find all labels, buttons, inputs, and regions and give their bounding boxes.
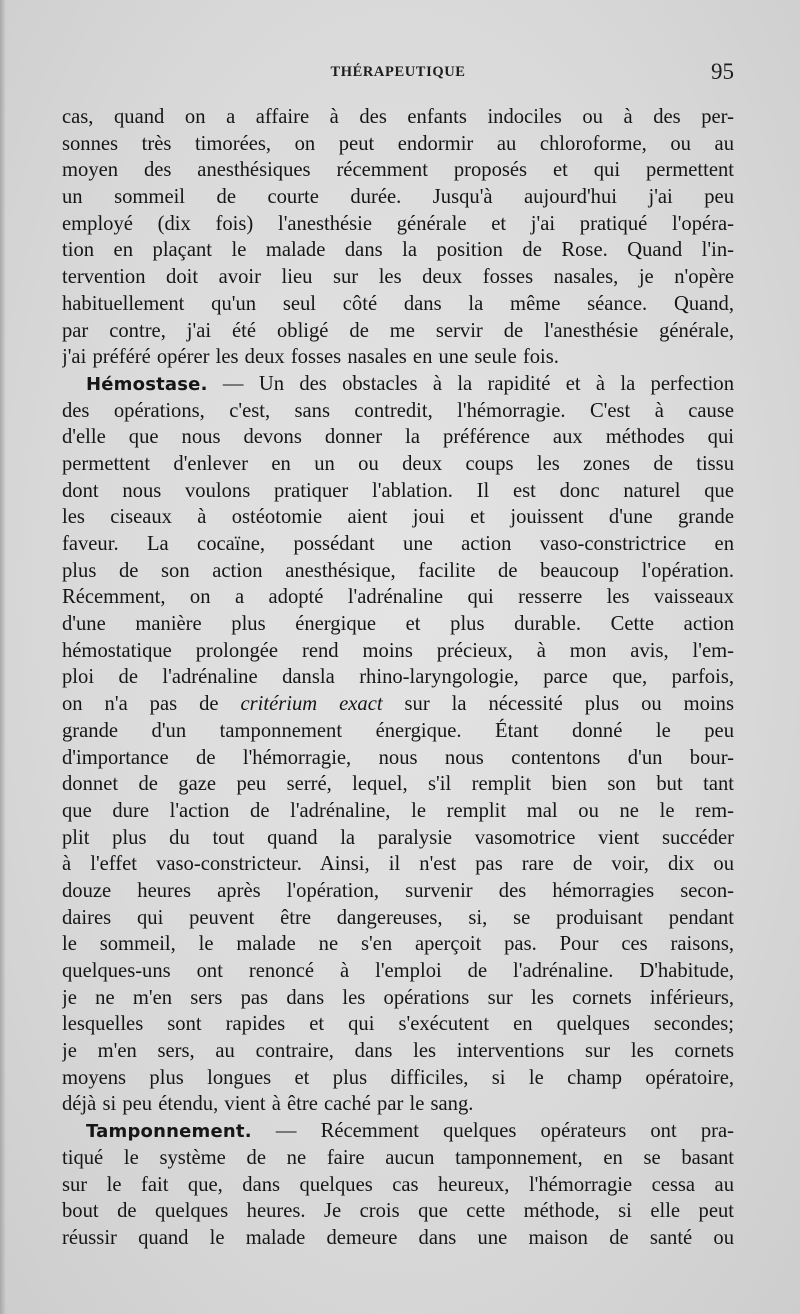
running-title: THÉRAPEUTIQUE xyxy=(330,64,466,80)
text-line: permettent d'enlever en un ou deux coups les zones de tissu xyxy=(62,452,734,475)
text-line: donnet de gaze peu serré, lequel, s'il remplit bien son but tant xyxy=(62,773,734,796)
text-line: d'importance de l'hémorragie, nous nous contentons d'un bour- xyxy=(62,746,734,769)
body-text xyxy=(62,104,734,1252)
text-line: daires qui peuvent être dangereuses, si, se produisant pendant xyxy=(62,906,734,929)
running-head xyxy=(62,60,734,86)
text-line: à l'effet vaso-constricteur. Ainsi, il n'est pas rare de voir, dix ou xyxy=(62,853,734,876)
text-line: déjà si peu étendu, vient à être caché par le sang. xyxy=(62,1093,474,1116)
text-line: Récemment, on a adopté l'adrénaline qui resserre les vaisseaux xyxy=(62,586,734,609)
lines-block xyxy=(62,1145,734,1252)
lines-block-a xyxy=(62,398,734,692)
section-heading-hemostase: Hémostase. xyxy=(86,373,208,395)
page-edge-shadow xyxy=(0,0,6,1314)
paragraph-tamponnement xyxy=(62,1118,734,1251)
text-line: lesquelles sont rapides et qui s'exécutent en quelques secondes; xyxy=(62,1013,734,1036)
text-line: par contre, j'ai été obligé de me servir de l'anesthésie générale, xyxy=(62,319,734,342)
text-line: grande d'un tamponnement énergique. Étant donné le peu xyxy=(62,719,734,742)
text-line: hémostatique prolongée rend moins précieux, à mon avis, l'em- xyxy=(62,639,734,662)
line-segment: sur la nécessité plus ou moins xyxy=(382,693,734,716)
text-line: réussir quand le malade demeure dans une maison de santé ou xyxy=(62,1226,734,1249)
text-line: moyens plus longues et plus difficiles, si le champ opératoire, xyxy=(62,1066,734,1089)
text-line: des opérations, c'est, sans contredit, l'hémorragie. C'est à cause xyxy=(62,399,734,422)
text-line: les ciseaux à ostéotomie aient joui et jouissent d'une grande xyxy=(62,506,734,529)
text-line: d'elle que nous devons donner la préférence aux méthodes qui xyxy=(62,426,734,449)
text-line: quelques-uns ont renoncé à l'emploi de l'adrénaline. D'habitude, xyxy=(62,960,734,982)
text-line: sonnes très timorées, on peut endormir au chloroforme, ou au xyxy=(62,132,734,155)
text-line: douze heures après l'opération, survenir des hémorragies secon- xyxy=(62,879,734,902)
text-line: dont nous voulons pratiquer l'ablation. Il est donc naturel que xyxy=(62,479,734,502)
text-line: moyen des anesthésiques récemment proposés et qui permettent xyxy=(62,159,734,182)
text-line xyxy=(62,1118,734,1145)
text-line: un sommeil de courte durée. Jusqu'à aujourd'hui j'ai peu xyxy=(62,186,734,209)
lines-block-b xyxy=(62,718,734,1118)
text-line: habituellement qu'un seul côté dans la même séance. Quand, xyxy=(62,292,734,315)
text-line: faveur. La cocaïne, possédant une action vaso-constrictrice en xyxy=(62,533,734,555)
text-line: je ne m'en sers pas dans les opérations sur les cornets inférieurs, xyxy=(62,986,734,1009)
text-line: j'ai préféré opérer les deux fosses nasales en une seule fois. xyxy=(62,346,559,369)
text-line: cas, quand on a affaire à des enfants indociles ou à des per- xyxy=(62,106,734,128)
text-line xyxy=(62,691,734,718)
text-line: le sommeil, le malade ne s'en aperçoit pas. Pour ces raisons, xyxy=(62,933,734,956)
text-line: tiqué le système de ne faire aucun tamponnement, en se basant xyxy=(62,1146,734,1169)
heading-line-rest: — Récemment quelques opérateurs ont pra- xyxy=(251,1120,734,1143)
text-line: plus de son action anesthésique, facilite de beaucoup l'opération. xyxy=(62,559,734,582)
text-line xyxy=(62,371,734,398)
paragraph-hemostase xyxy=(62,371,734,1118)
text-line: que dure l'action de l'adrénaline, le remplit mal ou ne le rem- xyxy=(62,799,734,822)
line-segment: on n'a pas de xyxy=(62,693,241,716)
text-line: je m'en sers, au contraire, dans les interventions sur les cornets xyxy=(62,1040,734,1063)
paragraph-anesthesia xyxy=(62,104,734,371)
text-line: plit plus du tout quand la paralysie vasomotrice vient succéder xyxy=(62,826,734,849)
section-heading-tamponnement: Tamponnement. xyxy=(86,1121,252,1143)
text-line: tervention doit avoir lieu sur les deux fosses nasales, je n'opère xyxy=(62,266,734,289)
emphasis-critérium-exact: critérium exact xyxy=(240,693,383,716)
text-line: ploi de l'adrénaline dansla rhino-laryngologie, parce que, parfois, xyxy=(62,666,734,689)
heading-line-rest: — Un des obstacles à la rapidité et à la perfection xyxy=(207,372,734,395)
page-number: 95 xyxy=(711,59,734,84)
text-line: employé (dix fois) l'anesthésie générale et j'ai pratiqué l'opéra- xyxy=(62,212,734,235)
text-line: tion en plaçant le malade dans la position de Rose. Quand l'in- xyxy=(62,239,734,262)
text-line: bout de quelques heures. Je crois que cette méthode, si elle peut xyxy=(62,1200,734,1223)
text-line: d'une manière plus énergique et plus durable. Cette action xyxy=(62,613,734,636)
text-line: sur le fait que, dans quelques cas heureux, l'hémorragie cessa au xyxy=(62,1173,734,1196)
